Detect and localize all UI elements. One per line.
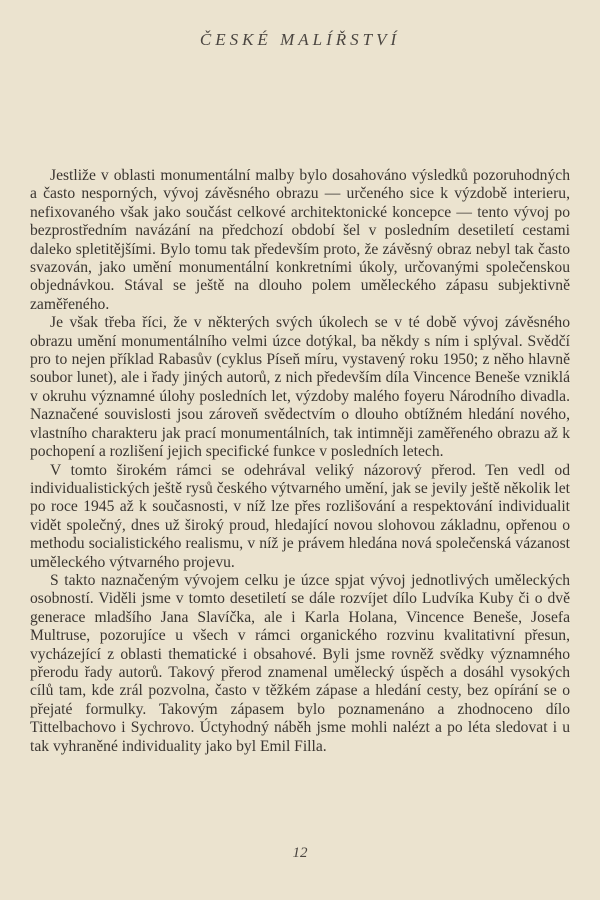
paragraph: V tomto širokém rámci se odehrával veliký názorový přerod. Ten vedl od individualistických ještě rysů českého výtvarného umění, jak se jevily ještě několik let po roce 1945 až k současnosti, v níž lze přes rozlišování a respektování individualit vidět společný, dnes už široký proud, hledající novou slohovou základnu, opřenou o methodu socialistického realismu, v níž je právem hledána nová společenská vázanost uměleckého výtvarného projevu. [30,461,570,571]
paragraph: S takto naznačeným vývojem celku je úzce spjat vývoj jednotlivých uměleckých osobností. Viděli jsme v tomto desetiletí se dále rozvíjet dílo Ludvíka Kuby či o dvě generace mladšího Jana Slavíčka, ale i Karla Holana, Vincence Beneše, Josefa Multruse, pozorujíce u všech v rámci organického rozvinu kvalitativní přesun, vycházející z oblasti thematické i obsahové. Byli jsme rovněž svědky významného přerodu řady autorů. Takový přerod znamenal umělecký úspěch a dosáhl vysokých cílů tam, kde zrál pozvolna, často v těžkém zápase a hledání cesty, bez opírání se o přejaté formulky. Takovým zápasem bylo poznamenáno a zhodnoceno dílo Tittelbachovo i Sychrovo. Úctyhodný náběh jsme mohli nalézt a po léta sledovat i u tak vyhraněné individuality jako byl Emil Filla. [30,571,570,755]
page-number: 12 [292,845,308,861]
running-head: ČESKÉ MALÍŘSTVÍ [199,30,401,49]
paragraph: Jestliže v oblasti monumentální malby bylo dosahováno výsledků pozoruhodných a často nesporných, vývoj závěsného obrazu — určeného sice k výzdobě interieru, nefixovaného však jako součást celkové architektonické koncepce — tento vývoj po bezprostředním navázání na předchozí období šel v posledním desetiletí cestami daleko spletitějšími. Bylo tomu tak především proto, že závěsný obraz nebyl tak často svazován, jako umění monumentální konkretními úkoly, určovanými společenskou objednávkou. Stával se ještě na dlouho polem uměleckého zápasu subjektivně zaměřeného. [30,167,570,313]
paragraph: Je však třeba říci, že v některých svých úkolech se v té době vývoj závěsného obrazu umění monumentálního velmi úzce dotýkal, ba někdy s ním i splýval. Svědčí pro to nejen příklad Rabasův (cyklus Píseň míru, vystavený roku 1950; z něho hlavně soubor lunet), ale i řady jiných autorů, z nich především díla Vincence Beneše vzniklá v okruhu významné úlohy posledních let, výzdoby malého foyeru Národního divadla. Naznačené souvislosti jsou zároveň svědectvím o dlouho obtížném hledání nového, vlastního charakteru jak prací monumentálních, tak intimněji zaměřeného obrazu až k pochopení a rozlišení jejich specifické funkce v posledních letech. [30,314,570,461]
body-text [30,167,570,756]
